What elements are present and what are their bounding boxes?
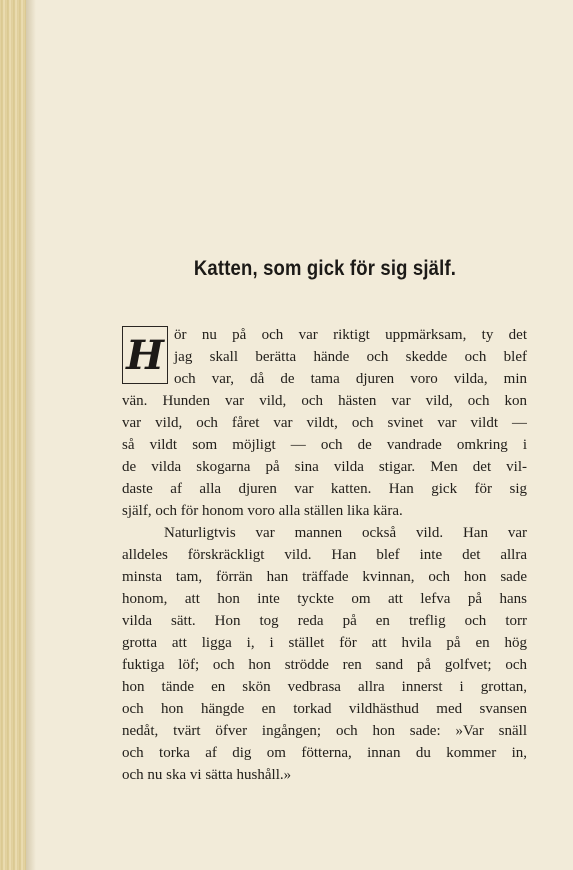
chapter-text <box>122 324 527 786</box>
text-line: Naturligtvis var mannen också vild. Han var <box>164 525 527 541</box>
text-line: och var, då de tama djuren voro vilda, min <box>174 371 527 387</box>
text-line: och torka af dig om fötterna, innan du kommer in, <box>122 745 527 761</box>
text-line: vän. Hunden var vild, och hästen var vild, och kon <box>122 393 527 409</box>
ornamental-initial <box>122 326 168 384</box>
text-line: daste af alla djuren var katten. Han gick för sig <box>122 481 527 497</box>
text-line: och hon hängde en torkad vildhästhud med svansen <box>122 701 527 717</box>
text-line: minsta tam, förrän han träffade kvinnan, och hon sade <box>122 569 527 585</box>
text-line: grotta att ligga i, i stället för att hvila på en hög <box>122 635 527 651</box>
text-line: nedåt, tvärt öfver ingången; och hon sade: »Var snäll <box>122 723 527 739</box>
text-line: var vild, och fåret var vildt, och svinet var vildt — <box>122 415 527 431</box>
text-line: honom, att hon inte tyckte om att lefva på hans <box>122 591 527 607</box>
page-stack-edge <box>0 0 26 870</box>
chapter-title: Katten, som gick för sig själf. <box>193 257 457 280</box>
text-line: så vildt som möjligt — och de vandrade omkring i <box>122 437 527 453</box>
text-line: hon tände en skön vedbrasa allra innerst i grottan, <box>122 679 527 695</box>
text-line: fuktiga löf; och hon strödde ren sand på golfvet; och <box>122 657 527 673</box>
text-line: vilda sätt. Hon tog reda på en treflig och torr <box>122 613 527 629</box>
text-line: själf, och för honom voro alla ställen lika kära. <box>122 503 403 519</box>
text-line: de vilda skogarna på sina vilda stigar. Men det vil- <box>122 459 527 475</box>
text-line: alldeles förskräckligt vild. Han blef inte det allra <box>122 547 527 563</box>
initial-letter: H <box>126 331 164 379</box>
text-line: ör nu på och var riktigt uppmärksam, ty det <box>174 327 527 343</box>
text-line: och nu ska vi sätta hushåll.» <box>122 767 292 783</box>
text-line: jag skall berätta hände och skedde och blef <box>174 349 527 365</box>
binding-shadow <box>26 0 36 870</box>
